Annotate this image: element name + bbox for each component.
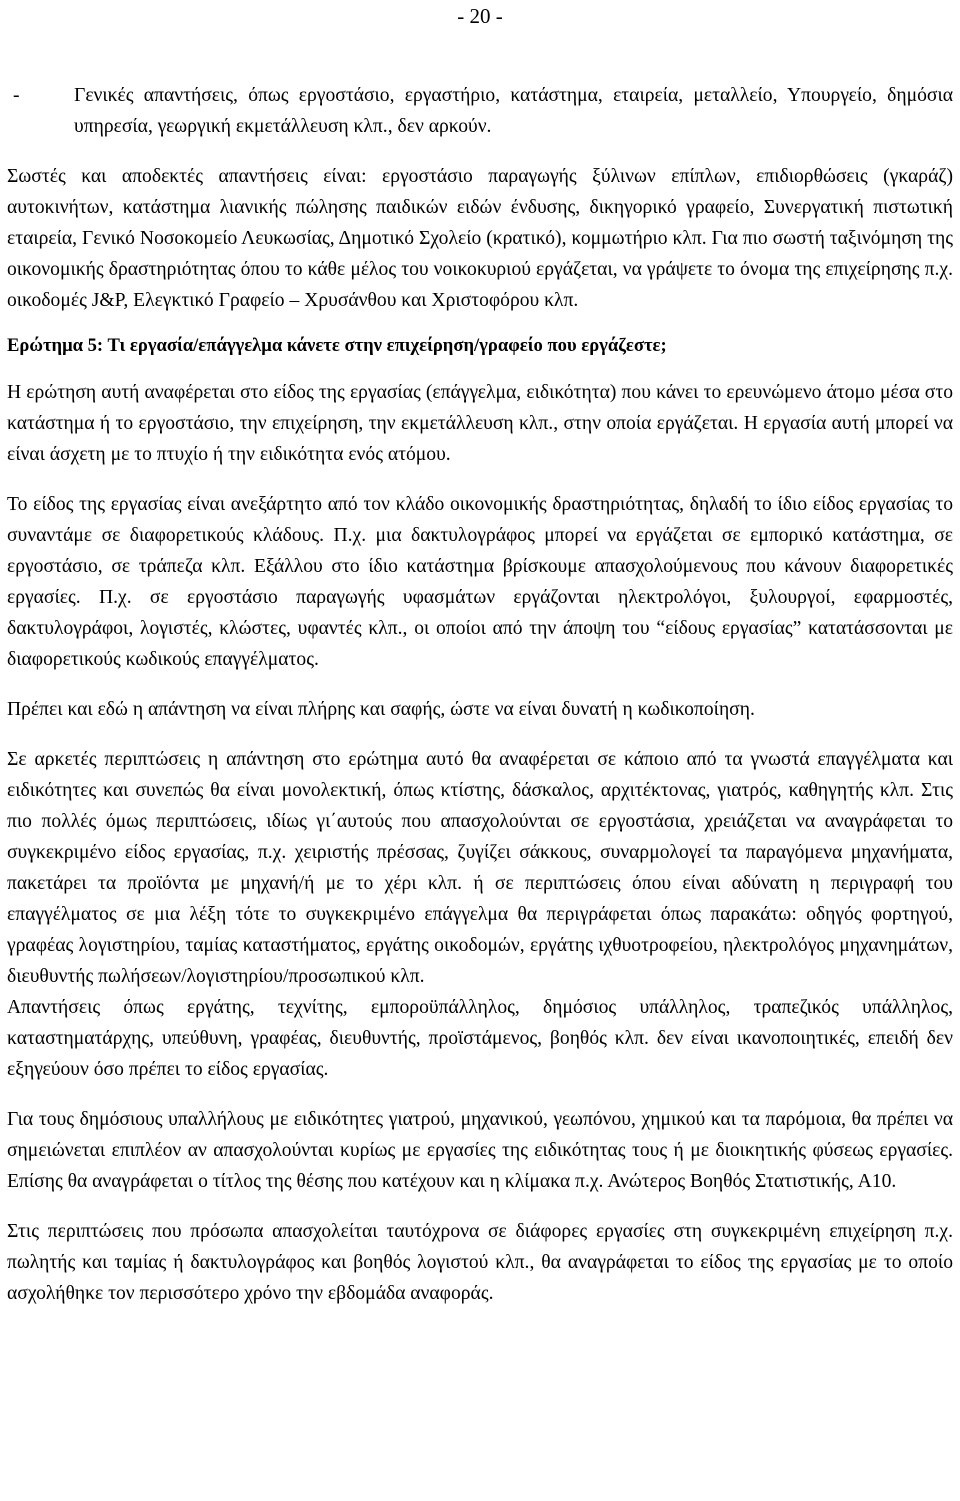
- paragraph-question-refers: Η ερώτηση αυτή αναφέρεται στο είδος της εργασίας (επάγγελμα, ειδικότητα) που κάνει το ερευνώμενο άτομο μέσα στο κατάστημα ή το εργοστάσιο, την επιχείρηση, την εκμετάλλευση κλπ., στην οποία εργάζεται. Η εργασία αυτή μπορεί να είναι άσχετη με το πτυχίο ή την ειδικότητα ενός ατόμου.: [7, 382, 953, 465]
- list-dash: -: [13, 85, 20, 106]
- paragraph-many-cases: Σε αρκετές περιπτώσεις η απάντηση στο ερώτημα αυτό θα αναφέρεται σε κάποιο από τα γνωστά επαγγέλματα και ειδικότητες και συνεπώς θα είναι μονολεκτική, όπως κτίστης, δάσκαλος, αρχιτέκτονας, γιατρός, καθηγητής κλπ. Στις πιο πολλές όμως περιπτώσεις, ιδίως γι΄αυτούς που απασχολούνται σε εργοστάσια, χρειάζεται να αναγράφεται το συγκεκριμένο είδος εργασίας, π.χ. χειριστής πρέσσας, ζυγίζει σάκκους, συναρμολογεί τα παραγόμενα μηχανήματα, πακετάρει τα προϊόντα με μηχανή/ή με το χέρι κλπ. ή σε περιπτώσεις όπου είναι αδύνατη η περιγραφή του επαγγέλματος σε μια λέξη τότε το συγκεκριμένο επάγγελμα θα περιγράφεται όπως παρακάτω: οδηγός φορτηγού, γραφέας λογιστηρίου, ταμίας καταστήματος, εργάτης οικοδομών, εργάτης ιχθυοτροφείου, ηλεκτρολόγος μηχανημάτων, διευθυντής πωλήσεων/λογιστηρίου/προσωπικού κλπ.: [7, 749, 953, 987]
- paragraph-correct-answers: Σωστές και αποδεκτές απαντήσεις είναι: εργοστάσιο παραγωγής ξύλινων επίπλων, επιδιορθώσεις (γκαράζ) αυτοκινήτων, κατάστημα λιανικής πώλησης παιδικών ειδών ένδυσης, δικηγορικό γραφείο, Συνεργατική πιστωτική εταιρεία, Γενικό Νοσοκομείο Λευκωσίας, Δημοτικό Σχολείο (κρατικό), κομμωτήριο κλπ. Για πιο σωστή ταξινόμηση της οικονομικής δραστηριότητας όπου το κάθε μέλος του νοικοκυριού εργάζεται, να γράψετε το όνομα της επιχείρησης π.χ. οικοδομές J&P, Ελεγκτικό Γραφείο – Χρυσάνθου και Χριστοφόρου κλπ.: [7, 166, 953, 311]
- paragraph-answers-like: Απαντήσεις όπως εργάτης, τεχνίτης, εμποροϋπάλληλος, δημόσιος υπάλληλος, τραπεζικός υπάλληλος, καταστηματάρχης, υπεύθυνη, γραφέας, διευθυντής, προϊστάμενος, βοηθός κλπ. δεν είναι ικανοποιητικές, επειδή δεν εξηγεύουν όσο πρέπει το είδος εργασίας.: [7, 997, 953, 1080]
- paragraph-multiple-jobs: Στις περιπτώσεις που πρόσωπα απασχολείται ταυτόχρονα σε διάφορες εργασίες στη συγκεκριμένη επιχείρηση π.χ. πωλητής και ταμίας ή δακτυλογράφος και βοηθός λογιστού κλπ., θα αναγράφεται το είδος της εργασίας με το οποίο ασχολήθηκε τον περισσότερο χρόνο την εβδομάδα αναφοράς.: [7, 1221, 953, 1304]
- document-page: [7, 0, 953, 1309]
- list-item-text: Γενικές απαντήσεις, όπως εργοστάσιο, εργαστήριο, κατάστημα, εταιρεία, μεταλλείο, Υπουργείο, δημόσια υπηρεσία, γεωργική εκμετάλλευση κλπ., δεν αρκούν.: [74, 85, 953, 137]
- list-item-general-answers: [7, 80, 953, 142]
- paragraph-independent: Το είδος της εργασίας είναι ανεξάρτητο από τον κλάδο οικονομικής δραστηριότητας, δηλαδή το ίδιο είδος εργασίας το συναντάμε σε διαφορετικούς κλάδους. Π.χ. μια δακτυλογράφος μπορεί να εργάζεται σε εμπορικό κατάστημα, σε εργοστάσιο, σε τράπεζα κλπ. Εξάλλου στο ίδιο κατάστημα βρίσκουμε απασχολούμενους που κάνουν διαφορετικές εργασίες. Π.χ. σε εργοστάσιο παραγωγής υφασμάτων εργάζονται ηλεκτρολόγοι, ξυλουργοί, εφαρμοστές, δακτυλογράφοι, λογιστές, κλώστες, υφαντές κλπ., οι οποίοι από την άποψη του “είδους εργασίας” κατατάσσονται με διαφορετικούς κωδικούς επαγγέλματος.: [7, 494, 953, 670]
- question-5-heading: Ερώτημα 5: Τι εργασία/επάγγελμα κάνετε στην επιχείρηση/γραφείο που εργάζεστε;: [7, 335, 667, 356]
- page-number: - 20 -: [457, 4, 503, 28]
- paragraph-complete: Πρέπει και εδώ η απάντηση να είναι πλήρης και σαφής, ώστε να είναι δυνατή η κωδικοποίηση.: [7, 699, 755, 720]
- paragraph-public-servants: Για τους δημόσιους υπαλλήλους με ειδικότητες γιατρού, μηχανικού, γεωπόνου, χημικού και τα παρόμοια, θα πρέπει να σημειώνεται επιπλέον αν απασχολούνται κυρίως με εργασίες της ειδικότητας τους ή με διοικητικής φύσεως εργασίες. Επίσης θα αναγράφεται ο τίτλος της θέσης που κατέχουν και η κλίμακα π.χ. Ανώτερος Βοηθός Στατιστικής, Α10.: [7, 1109, 953, 1192]
